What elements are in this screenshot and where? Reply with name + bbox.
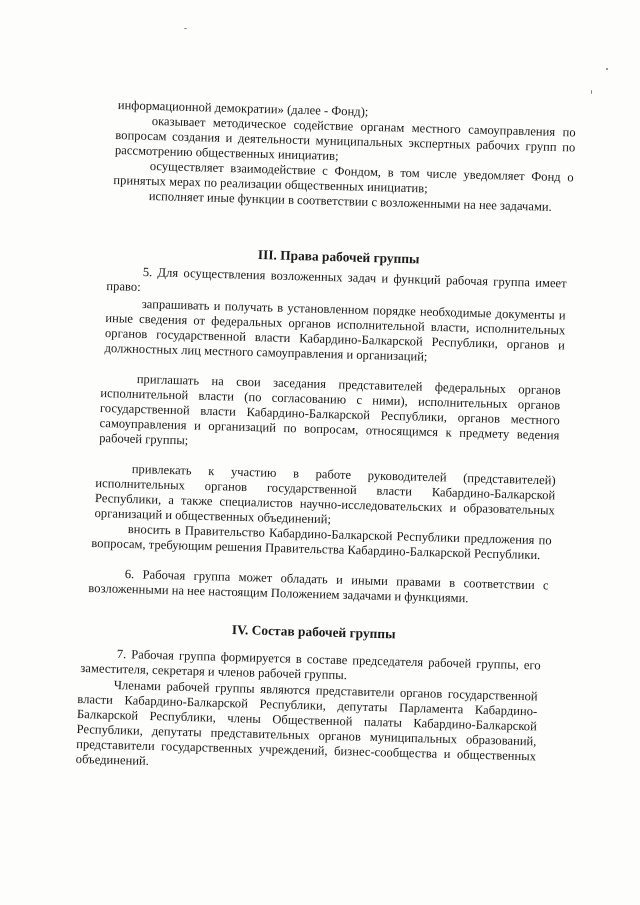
paragraph: информационной демократии» (далее - Фонд);: [117, 98, 369, 119]
scan-speck: [591, 90, 592, 94]
paragraph: приглашать на свои заседания представителей федеральных органов исполнительной власти (по согласованию с ними), исполнительных органов государственной власти Кабардино-Балкарской Республики, органов местного самоуправления и организаций по вопросам, относящимся к предмету ведения рабочей группы;: [98, 371, 561, 448]
scan-speck: [606, 68, 608, 70]
paragraph: осуществляет взаимодействие с Фондом, в том числе уведомляет Фонд о принятых мерах по реализации общественных инициатив;: [113, 158, 574, 196]
paragraph: 6. Рабочая группа может обладать и иными правами в соответствии с возложенными на нее настоящим Положением задачами и функциями.: [88, 566, 549, 606]
paragraph: вносить в Правительство Кабардино-Балкарской Республики предложения по вопросам, требующим решения Правительства Кабардино-Балкарской Республики.: [91, 521, 552, 563]
paragraph: 5. Для осуществления возложенных задач и функций рабочая группа имеет право:: [106, 264, 567, 294]
scan-speck: [184, 28, 187, 29]
paragraph: оказывает методическое содействие органам местного самоуправления по вопросам создания и деятельности муниципальных экспертных рабочих групп по рассмотрению общественных инициатив;: [114, 113, 576, 164]
paragraph: запрашивать и получать в установленном порядке необходимые документы и иные сведения от федеральных органов исполнительной власти, исполнительных органов государственной власти Кабардино-Балкарской Республики, органов и должностных лиц местного самоуправления и организаций;: [104, 296, 566, 364]
paragraph: Членами рабочей группы являются представители органов государственной власти Кабардино-Балкарской Республики, депутаты Парламента Кабардино-Балкарской Республики, члены Общественной палаты Кабардино-Балкарской Республики, депутаты представительных органов муниципальных образований, представители государственных учреждений, бизнес-сообщества и общественных объединений.: [75, 677, 538, 768]
paragraph: исполняет иные функции в соответствии с возложенными на нее задачами.: [148, 188, 552, 214]
section-heading: III. Права рабочей группы: [257, 247, 420, 267]
paragraph: привлекать к участию в работе руководителей (представителей) исполнительных органов государственной власти Кабардино-Балкарской Республики, а также специалистов научно-исследовательских и образовательных организаций и общественных объединений;: [94, 461, 556, 527]
paragraph: 7. Рабочая группа формируется в составе председателя рабочей группы, его заместителя, секретаря и членов рабочей группы.: [80, 646, 541, 683]
section-heading: IV. Состав рабочей группы: [231, 622, 396, 642]
